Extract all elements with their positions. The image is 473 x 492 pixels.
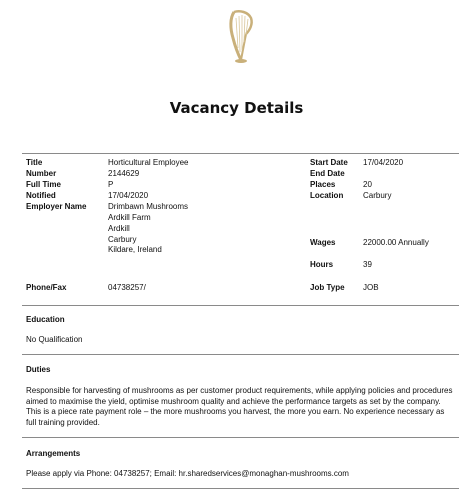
- arrangements-text: Please apply via Phone: 04738257; Email: hr.sharedservices@monaghan-mushrooms.com: [26, 469, 349, 478]
- divider: [22, 488, 459, 489]
- fulltime-value: P: [108, 180, 114, 189]
- start-date-value: 17/04/2020: [363, 158, 404, 167]
- notified-value: 17/04/2020: [108, 191, 149, 200]
- number-label: Number: [26, 169, 57, 178]
- divider: [22, 305, 459, 306]
- fulltime-label: Full Time: [26, 180, 61, 189]
- job-type-value: JOB: [363, 283, 379, 292]
- phone-value: 04738257/: [108, 283, 146, 292]
- wages-value: 22000.00 Annually: [363, 238, 429, 247]
- location-value: Carbury: [363, 191, 392, 200]
- employer-line: Carbury: [108, 235, 137, 244]
- page-title: Vacancy Details: [169, 99, 304, 117]
- number-value: 2144629: [108, 169, 140, 178]
- title-value: Horticultural Employee: [108, 158, 189, 167]
- duties-text: Responsible for harvesting of mushrooms as per customer product requirements, while applying policies and procedures aimed to maximise the yield, optimise mushroom quality and achieve the performance targets as set by the company. This is a piece rate payment role – the more mushrooms you harvest, the more you earn. No experience necessary as full training provided.: [26, 386, 453, 427]
- phone-label: Phone/Fax: [26, 283, 67, 292]
- hours-label: Hours: [310, 260, 334, 269]
- harp-emblem-icon: [226, 8, 256, 64]
- employer-label: Employer Name: [26, 202, 87, 211]
- employer-line: Ardkill: [108, 224, 130, 233]
- divider: [22, 153, 459, 154]
- education-heading: Education: [26, 315, 65, 324]
- employer-line: Kildare, Ireland: [108, 245, 162, 254]
- hours-value: 39: [363, 260, 372, 269]
- start-date-label: Start Date: [310, 158, 348, 167]
- divider: [22, 437, 459, 438]
- wages-label: Wages: [310, 238, 336, 247]
- notified-label: Notified: [26, 191, 56, 200]
- employer-line: Drimbawn Mushrooms: [108, 202, 189, 211]
- end-date-label: End Date: [310, 169, 345, 178]
- duties-heading: Duties: [26, 365, 51, 374]
- employer-line: Ardkill Farm: [108, 213, 151, 222]
- places-value: 20: [363, 180, 372, 189]
- title-label: Title: [26, 158, 43, 167]
- education-text: No Qualification: [26, 335, 83, 344]
- divider: [22, 354, 459, 355]
- job-type-label: Job Type: [310, 283, 345, 292]
- arrangements-heading: Arrangements: [26, 449, 81, 458]
- places-label: Places: [310, 180, 336, 189]
- location-label: Location: [310, 191, 344, 200]
